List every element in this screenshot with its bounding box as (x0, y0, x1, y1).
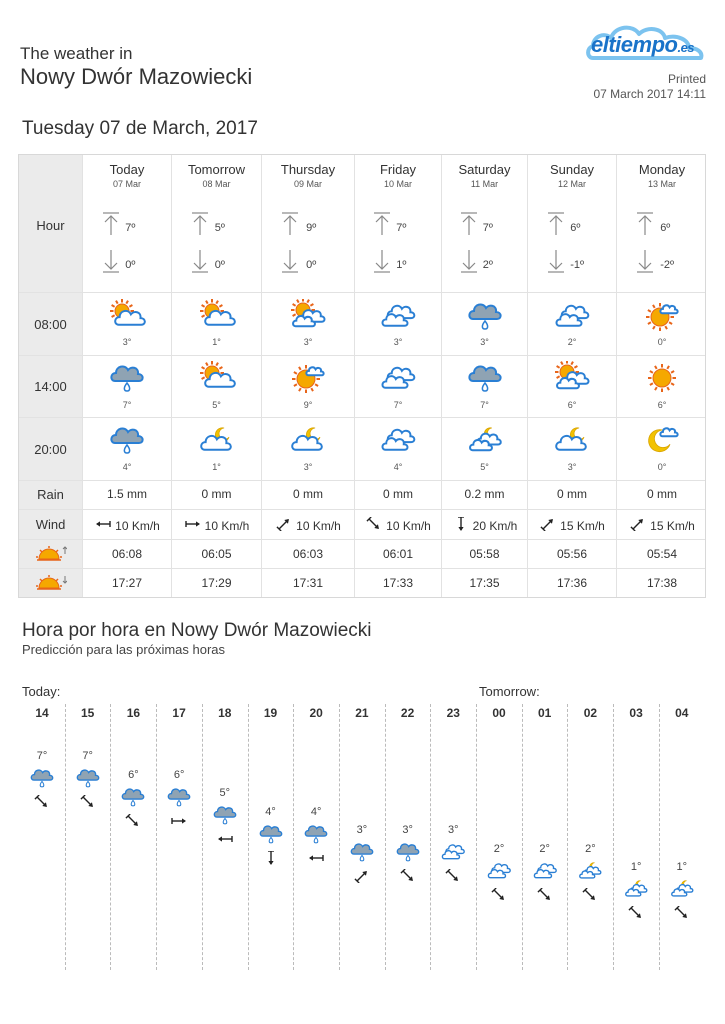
min-temp: 0º (214, 259, 225, 271)
hour-column (156, 704, 202, 970)
max-temp-arrow-icon (101, 211, 121, 237)
temp-20: 3° (567, 462, 577, 472)
hour-label: 19 (263, 706, 278, 720)
day-column (441, 155, 527, 597)
hour-label: 03 (629, 706, 643, 720)
min-temp-arrow-icon (372, 248, 392, 274)
day-date: 08 Mar (202, 179, 231, 189)
day-date: 11 Mar (470, 179, 499, 189)
printed-info (593, 72, 706, 102)
hour-column (110, 704, 156, 970)
max-temp: 7º (396, 222, 407, 234)
max-temp: 5º (214, 222, 225, 234)
wind-arrow-icon (673, 906, 691, 920)
max-temp-arrow-icon (280, 211, 300, 237)
temp-14: 6° (657, 400, 667, 410)
weather-sun-clouds-icon (553, 361, 591, 395)
hour-label: 15 (81, 706, 95, 720)
weather-clouds-icon (379, 361, 417, 395)
max-temp: 7º (125, 222, 136, 234)
hour-label: 01 (538, 706, 552, 720)
wind-cell (617, 517, 707, 533)
max-temp: 7º (482, 222, 493, 234)
eltiempo-logo[interactable] (585, 18, 710, 66)
hour-temp: 4° (310, 805, 322, 818)
day-column (527, 155, 616, 597)
max-temp-arrow-icon (546, 211, 566, 237)
wind-speed: 15 Km/h (560, 519, 605, 533)
weather-moon-cloud-icon (553, 423, 591, 457)
sunset-time: 17:36 (556, 576, 588, 590)
max-temp: 9º (306, 222, 317, 234)
day-column (354, 155, 441, 597)
hour-label: 23 (446, 706, 460, 720)
hour-column (339, 704, 385, 970)
day-date: 07 Mar (112, 179, 141, 189)
weather-clouds-icon (532, 859, 558, 883)
weather-moon-clouds-icon (669, 877, 695, 901)
hour-label: 04 (675, 706, 689, 720)
wind-arrow-icon (262, 851, 280, 865)
min-temp-arrow-icon (635, 248, 655, 274)
sunset-time: 17:31 (292, 576, 324, 590)
wind-cell (528, 517, 616, 533)
wind-arrow-icon (170, 814, 188, 828)
wind-arrow-icon (124, 814, 142, 828)
hour-column (659, 704, 705, 970)
wind-arrow-icon (490, 888, 508, 902)
weather-sun-cloud-icon (198, 361, 236, 395)
label-rain: Rain (37, 487, 64, 502)
hour-label: 22 (400, 706, 415, 720)
weather-cloud-rain-icon (166, 785, 192, 809)
hour-label: 16 (126, 706, 141, 720)
weather-cloud-rain-icon (395, 840, 421, 864)
sunrise-time: 06:08 (111, 547, 143, 561)
wind-cell (172, 517, 261, 533)
min-temp: 0º (306, 259, 317, 271)
weather-moon-clouds-icon (466, 423, 504, 457)
weather-cloud-rain-icon (466, 299, 504, 333)
sunset-time: 17:33 (382, 576, 414, 590)
temp-08: 3° (480, 337, 489, 347)
sunset-time: 17:35 (469, 576, 500, 590)
weather-clouds-icon (379, 299, 417, 333)
header-prefix: The weather in (20, 44, 133, 63)
hour-column (202, 704, 248, 970)
wind-arrow-icon (353, 869, 371, 883)
hour-column (65, 704, 111, 970)
wind-cell (355, 517, 441, 533)
wind-arrow-icon (539, 519, 560, 533)
wind-speed: 10 Km/h (386, 519, 431, 533)
rain-amount: 0.2 mm (464, 487, 505, 501)
wind-arrow-icon (399, 869, 417, 883)
hour-temp: 5° (219, 787, 231, 799)
hour-column (430, 704, 476, 970)
weather-cloud-rain-icon (75, 766, 101, 790)
temp-20: 1° (212, 462, 221, 472)
wind-arrow-icon (536, 888, 554, 902)
day-name: Saturday (458, 162, 511, 177)
hour-temp: 1° (630, 861, 642, 873)
temp-08: 3° (393, 337, 403, 347)
temp-14: 7° (480, 400, 489, 410)
temp-14: 6° (567, 400, 577, 410)
hour-label: 20 (309, 706, 323, 720)
hour-column (522, 704, 568, 970)
sunrise-icon (35, 545, 67, 563)
row-labels (19, 155, 82, 597)
wind-arrow-icon (94, 519, 115, 533)
wind-arrow-icon (452, 519, 473, 533)
wind-arrow-icon (184, 519, 205, 533)
day-column (261, 155, 354, 597)
hour-temp: 6° (173, 768, 185, 781)
sunset-time: 17:29 (201, 576, 232, 590)
logo-text: eltiempo (591, 32, 678, 57)
sunrise-time: 06:01 (382, 547, 414, 561)
temp-08: 1° (212, 337, 221, 347)
sunrise-time: 05:54 (646, 547, 678, 561)
temp-20: 3° (303, 462, 313, 472)
min-temp-arrow-icon (459, 248, 479, 274)
hour-column (248, 704, 294, 970)
city-title: Nowy Dwór Mazowiecki (20, 64, 253, 89)
wind-arrow-icon (216, 832, 234, 846)
hour-temp: 7° (36, 750, 48, 762)
weather-cloud-rain-icon (108, 361, 146, 395)
hour-column (613, 704, 659, 970)
weather-moon-cloud-icon (289, 423, 327, 457)
sunrise-time: 05:56 (556, 547, 588, 561)
sunset-time: 17:38 (646, 576, 678, 590)
max-temp: 6º (570, 222, 581, 234)
temp-20: 4° (122, 462, 132, 472)
max-temp-arrow-icon (459, 211, 479, 237)
weather-clouds-icon (486, 859, 512, 883)
printed-date: 07 March 2017 14:11 (593, 87, 706, 101)
hour-temp: 1° (676, 861, 688, 873)
hour-label: 21 (355, 706, 369, 720)
weather-moon-clouds-icon (623, 877, 649, 901)
weather-sun-clouds-icon (289, 299, 327, 333)
hour-temp: 3° (402, 824, 413, 836)
wind-arrow-icon (365, 519, 386, 533)
weather-sun-cloud-small-icon (643, 299, 681, 333)
day-date: 13 Mar (647, 179, 676, 189)
daily-forecast-table (18, 154, 706, 598)
weather-clouds-icon (440, 840, 466, 864)
day-column (616, 155, 707, 597)
rain-amount: 0 mm (293, 487, 323, 501)
max-temp-arrow-icon (190, 211, 210, 237)
hourly-title: Hora por hora en Nowy Dwór Mazowiecki (22, 620, 372, 641)
hour-temp: 3° (448, 824, 459, 836)
weather-cloud-rain-icon (108, 423, 146, 457)
day-column (82, 155, 171, 597)
day-name: Sunday (549, 162, 595, 177)
weather-sun-icon (643, 361, 681, 395)
min-temp-arrow-icon (190, 248, 210, 274)
day-name: Thursday (280, 162, 336, 177)
label-08: 08:00 (34, 317, 67, 332)
hour-label: 14 (35, 706, 49, 720)
wind-arrow-icon (581, 888, 599, 902)
wind-arrow-icon (33, 795, 51, 809)
wind-speed: 10 Km/h (296, 519, 341, 533)
min-temp: 0º (125, 259, 136, 271)
sunset-time: 17:27 (111, 576, 143, 590)
rain-amount: 0 mm (647, 487, 677, 501)
day-date: 09 Mar (293, 179, 322, 189)
hour-temp: 7° (82, 750, 93, 762)
rain-amount: 0 mm (557, 487, 587, 501)
temp-14: 5° (212, 400, 221, 410)
hour-column (19, 704, 65, 970)
wind-speed: 10 Km/h (204, 519, 250, 533)
sunrise-time: 06:05 (201, 547, 232, 561)
wind-speed: 20 Km/h (472, 519, 518, 533)
min-temp: -1º (570, 259, 585, 271)
day-date: 10 Mar (383, 179, 412, 189)
temp-08: 2° (567, 337, 577, 347)
hour-label: 17 (172, 706, 186, 720)
max-temp-arrow-icon (635, 211, 655, 237)
temp-08: 3° (303, 337, 313, 347)
hour-temp: 2° (585, 842, 596, 855)
wind-cell (262, 517, 354, 533)
temp-14: 7° (393, 400, 403, 410)
logo-suffix: .es (677, 40, 695, 55)
weather-cloud-rain-icon (349, 840, 375, 864)
label-hour: Hour (36, 218, 65, 233)
sunset-icon (35, 574, 67, 592)
min-temp: -2º (660, 259, 674, 271)
hour-label: 00 (492, 706, 506, 720)
weather-moon-clouds-icon (577, 859, 603, 883)
temp-20: 0° (657, 462, 667, 472)
weather-cloud-rain-icon (212, 803, 238, 827)
wind-cell (83, 517, 171, 533)
min-temp-arrow-icon (101, 248, 121, 274)
hour-column (567, 704, 613, 970)
wind-arrow-icon (627, 906, 645, 920)
temp-08: 0° (657, 337, 667, 347)
weather-cloud-rain-icon (29, 766, 55, 790)
weather-clouds-icon (379, 423, 417, 457)
hour-label: 02 (583, 706, 598, 720)
min-temp: 1º (396, 259, 407, 271)
printed-label: Printed (667, 72, 706, 86)
wind-arrow-icon (307, 851, 325, 865)
wind-speed: 10 Km/h (115, 519, 160, 533)
wind-arrow-icon (444, 869, 462, 883)
wind-arrow-icon (629, 519, 650, 533)
label-20: 20:00 (34, 442, 67, 457)
hour-temp: 2° (539, 842, 550, 855)
today-label: Today: (22, 684, 61, 699)
day-name: Monday (638, 162, 686, 177)
max-temp: 6º (660, 222, 671, 234)
day-column (171, 155, 261, 597)
hourly-subtitle: Predicción para las próximas horas (22, 642, 226, 657)
day-name: Friday (379, 162, 417, 177)
tomorrow-label: Tomorrow: (479, 684, 540, 699)
label-wind: Wind (35, 517, 66, 532)
weather-cloud-rain-icon (120, 785, 146, 809)
sunrise-time: 06:03 (292, 547, 324, 561)
weather-moon-cloud-icon (198, 423, 236, 457)
wind-arrow-icon (275, 519, 296, 533)
min-temp-arrow-icon (280, 248, 300, 274)
day-name: Tomorrow (187, 162, 246, 177)
max-temp-arrow-icon (372, 211, 392, 237)
weather-sun-cloud-icon (108, 299, 146, 333)
weather-cloud-rain-icon (303, 822, 329, 846)
min-temp: 2º (482, 259, 493, 271)
hour-column (385, 704, 431, 970)
hour-column (476, 704, 522, 970)
weather-clouds-icon (553, 299, 591, 333)
day-date: 12 Mar (557, 179, 586, 189)
hour-temp: 6° (128, 768, 139, 781)
hour-temp: 3° (356, 824, 368, 836)
temp-14: 7° (122, 400, 132, 410)
wind-speed: 15 Km/h (650, 519, 695, 533)
min-temp-arrow-icon (546, 248, 566, 274)
hour-temp: 2° (493, 842, 505, 855)
temp-20: 5° (480, 462, 489, 472)
weather-cloud-rain-icon (258, 822, 284, 846)
wind-arrow-icon (79, 795, 97, 809)
weather-sun-cloud-small-icon (289, 361, 327, 395)
temp-20: 4° (393, 462, 403, 472)
weather-sun-cloud-icon (198, 299, 236, 333)
temp-08: 3° (122, 337, 132, 347)
wind-cell (442, 517, 527, 533)
date-title: Tuesday 07 de March, 2017 (22, 118, 258, 139)
rain-amount: 0 mm (383, 487, 413, 501)
day-name: Today (109, 162, 145, 177)
sunrise-time: 05:58 (469, 547, 500, 561)
weather-cloud-rain-icon (466, 361, 504, 395)
label-14: 14:00 (34, 379, 67, 394)
rain-amount: 1.5 mm (106, 487, 147, 501)
temp-14: 9° (303, 400, 313, 410)
rain-amount: 0 mm (201, 487, 232, 501)
hour-column (293, 704, 339, 970)
hour-temp: 4° (265, 805, 276, 818)
weather-moon-cloud-small-icon (643, 423, 681, 457)
hour-label: 18 (218, 706, 232, 720)
